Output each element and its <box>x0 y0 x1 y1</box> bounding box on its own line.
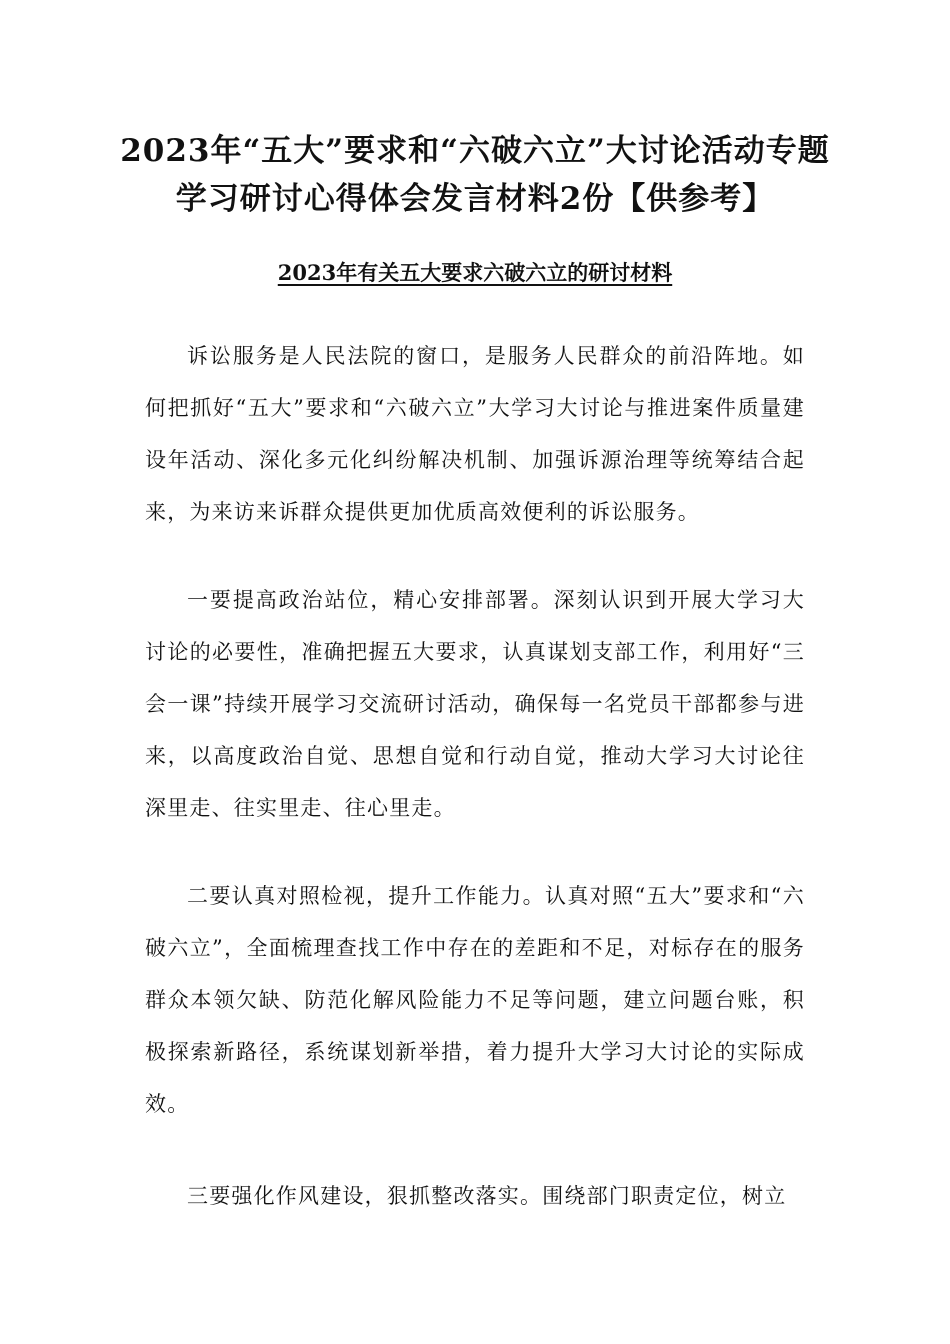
paragraph-point-two: 二要认真对照检视，提升工作能力。认真对照“五大”要求和“六破六立”，全面梳理查找工作中存在的差距和不足，对标存在的服务群众本领欠缺、防范化解风险能力不足等问题，建立问题台账，积极探索新路径，系统谋划新举措，着力提升大学习大讨论的实际成效。 <box>145 884 805 1116</box>
document-title: 2023年“五大”要求和“六破六立”大讨论活动专题学习研讨心得体会发言材料2份【供参考】 <box>120 133 830 217</box>
paragraph-point-three: 三要强化作风建设，狠抓整改落实。围绕部门职责定位，树立 <box>187 1184 787 1208</box>
section-subtitle: 2023年有关五大要求六破六立的研讨材料 <box>277 260 673 285</box>
paragraph-intro: 诉讼服务是人民法院的窗口，是服务人民群众的前沿阵地。如何把抓好“五大”要求和“六破六立”大学习大讨论与推进案件质量建设年活动、深化多元化纠纷解决机制、加强诉源治理等统筹结合起来，为来访来诉群众提供更加优质高效便利的诉讼服务。 <box>145 344 805 524</box>
paragraph-point-one: 一要提高政治站位，精心安排部署。深刻认识到开展大学习大讨论的必要性，准确把握五大要求，认真谋划支部工作，利用好“三会一课”持续开展学习交流研讨活动，确保每一名党员干部都参与进来，以高度政治自觉、思想自觉和行动自觉，推动大学习大讨论往深里走、往实里走、往心里走。 <box>145 588 805 820</box>
